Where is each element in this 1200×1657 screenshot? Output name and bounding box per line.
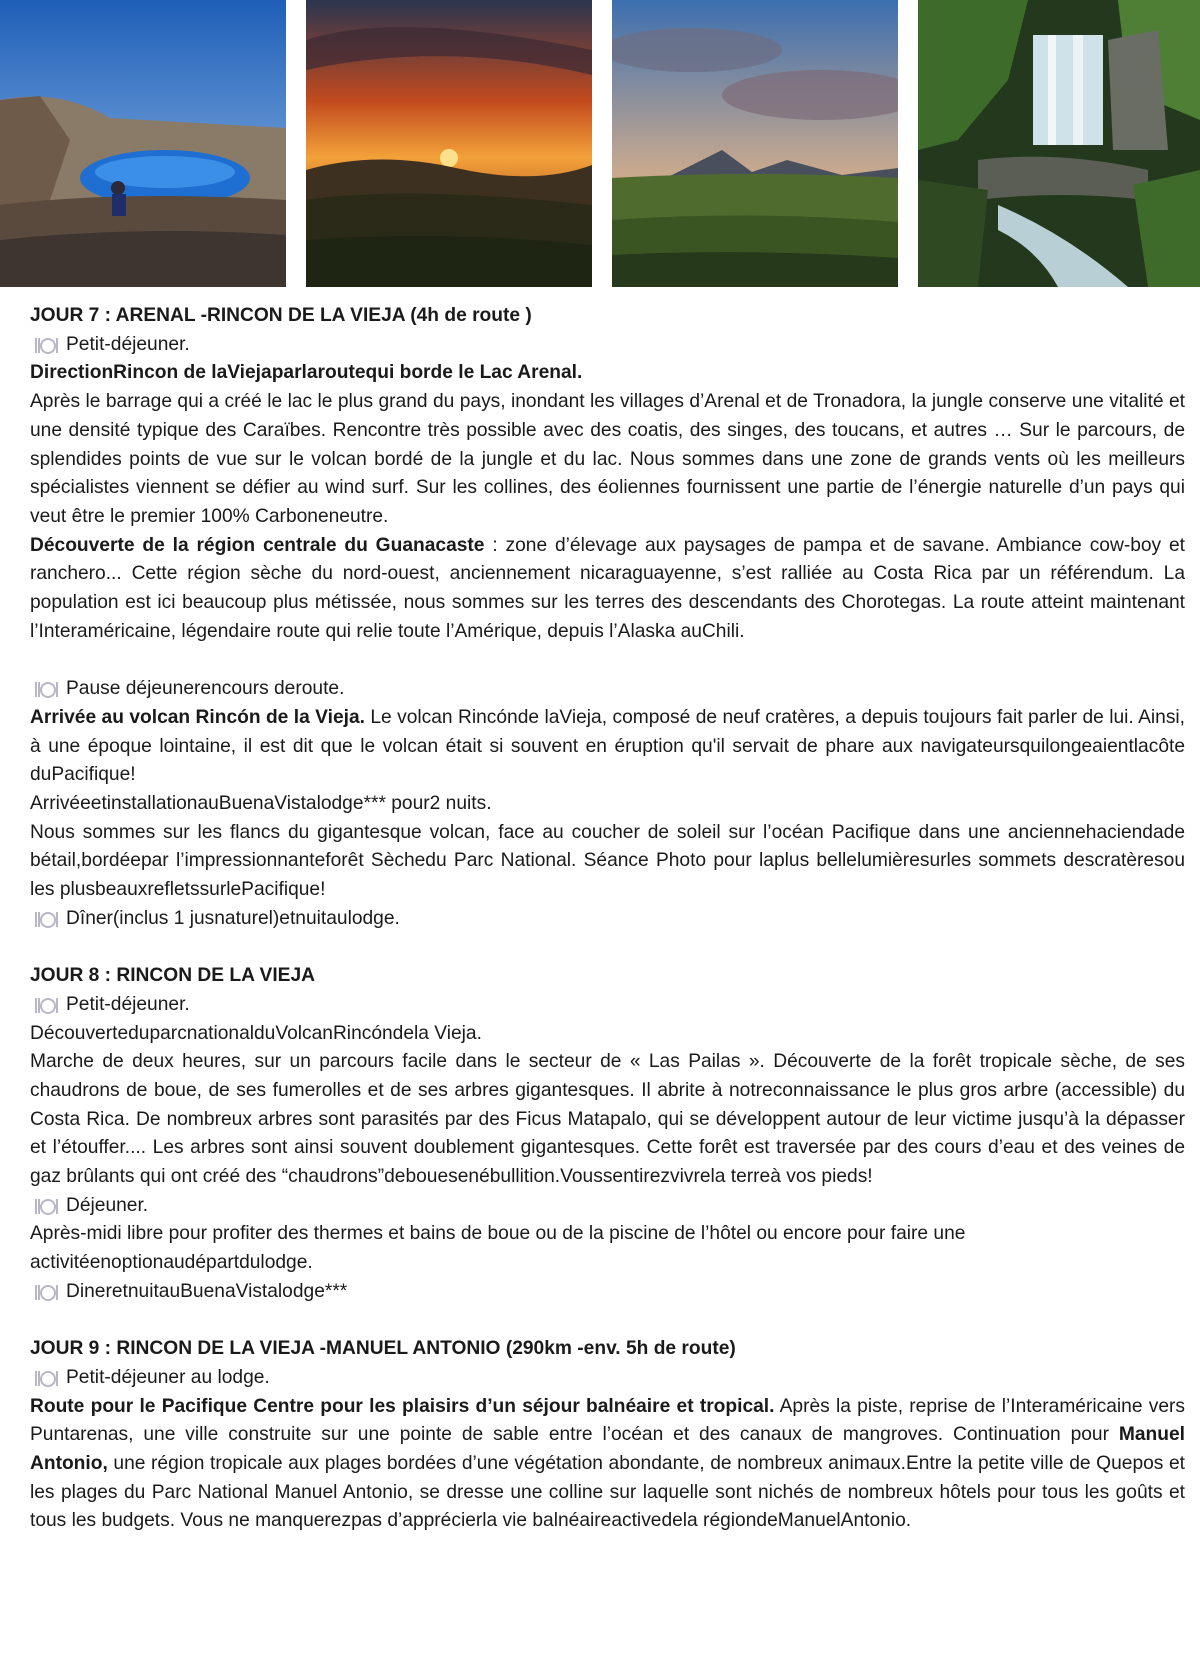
day9-route-text-2: une région tropicale aux plages bordées d’une végétation abondante, de nombreux animaux.Entre la petite ville de Quepos et les plages du Parc National Manuel Antonio, se dresse une colline sur laquelle sont nichés de nombreux hôtels pour tous les goûts et tous les budgets. Vous ne manquerezpas d’apprécierla vie balnéaireactivedela régiondeManuelAntonio. bbox=[30, 1453, 1185, 1532]
day9-route bbox=[30, 1393, 1185, 1537]
sunset-forest-photo bbox=[306, 0, 592, 287]
day9-manuel-antonio: Manuel Antonio, bbox=[30, 1424, 1185, 1475]
plate-utensils-icon bbox=[34, 995, 58, 1015]
meal-text: Petit-déjeuner. bbox=[66, 993, 190, 1015]
meal-text: DineretnuitauBuenaVistalodge*** bbox=[66, 1280, 348, 1302]
meal-text: Petit-déjeuner au lodge. bbox=[66, 1366, 270, 1388]
plate-utensils-icon bbox=[34, 909, 58, 929]
day7-arrival-text: Le volcan Rincónde laVieja, composé de neuf cratères, a depuis toujours fait parler de lui. Ainsi, à une époque lointaine, il est dit que le volcan était si souvent en éruption qu'il servait de phare aux navigateursquilongeaientlacôte duPacifique! bbox=[30, 706, 1186, 786]
meal-text: Petit-déjeuner. bbox=[66, 333, 190, 355]
crater-lake-photo bbox=[0, 0, 286, 287]
day9-route-heading: Route pour le Pacifique Centre pour les plaisirs d’un séjour balnéaire et tropical. bbox=[30, 1395, 775, 1417]
day9-route-text-1: Après la piste, reprise de l’Interaméricaine vers Puntarenas, une ville construite sur une pointe de sable entre l’océan et des canaux de mangroves. Continuation pour bbox=[30, 1395, 1185, 1446]
day7-install: ArrivéeetinstallationauBuenaVistalodge*** pour2 nuits. bbox=[30, 792, 492, 814]
day7-paragraph-2 bbox=[30, 532, 1185, 647]
day9-breakfast bbox=[30, 1364, 1185, 1393]
day7-arrival bbox=[30, 704, 1185, 790]
day7-dinner bbox=[30, 905, 1185, 934]
meal-text: Pause déjeunerencours deroute. bbox=[66, 678, 345, 700]
day7-lunch bbox=[30, 675, 1185, 704]
itinerary-content bbox=[30, 302, 1185, 1536]
plate-utensils-icon bbox=[34, 679, 58, 699]
volcano-plain-photo bbox=[612, 0, 898, 287]
photo-strip bbox=[0, 0, 1200, 287]
plate-utensils-icon bbox=[34, 1282, 58, 1302]
day9-title: JOUR 9 : RINCON DE LA VIEJA -MANUEL ANTONIO (290km -env. 5h de route) bbox=[30, 1338, 736, 1360]
day8-dinner bbox=[30, 1278, 1185, 1307]
day7-arrival-heading: Arrivée au volcan Rincón de la Vieja. bbox=[30, 706, 365, 728]
day8-paragraph-1: Marche de deux heures, sur un parcours facile dans le secteur de « Las Pailas ». Découverte de la forêt tropicale sèche, de ses chaudrons de boue, de ses fumerolles et de ses arbres gigantesques. Il abrite à notreconnaissance le plus gros arbre (accessible) du Costa Rica. De nombreux arbres sont parasités par des Ficus Matapalo, qui se développent autour de leur victime jusqu’à la dépasser et l’étouffer.... Les arbres sont ainsi souvent doublement gigantesques. Cette forêt est traversée par des cours d’eau et des veines de gaz brûlants qui ont créé des “chaudrons”debouesenébullition.Voussentirezvivrela terreà vos pieds! bbox=[30, 1051, 1185, 1188]
meal-text: Déjeuner. bbox=[66, 1194, 149, 1216]
plate-utensils-icon bbox=[34, 1196, 58, 1216]
day7-direction: DirectionRincon de laViejaparlaroutequi borde le Lac Arenal. bbox=[30, 362, 583, 384]
day7-guanacaste-text: : zone d’élevage aux paysages de pampa et de savane. Ambiance cow-boy et ranchero... Cette région sèche du nord-ouest, anciennement nicaraguayenne, s’est ralliée au Costa Rica par un référendum. La population est ici beaucoup plus métissée, nous sommes sur les terres des descendants des Chorotegas. La route atteint maintenant l’Interaméricaine, légendaire route qui relie toute l’Amérique, depuis l’Alaska auChili. bbox=[30, 534, 1186, 642]
day8-title: JOUR 8 : RINCON DE LA VIEJA bbox=[30, 965, 316, 987]
day7-paragraph-1: Après le barrage qui a créé le lac le plus grand du pays, inondant les villages d’Arenal et de Tronadora, la jungle conserve une vitalité et une densité typique des Caraïbes. Rencontre très possible avec des coatis, des singes, des toucans, et autres … Sur le parcours, de splendides points de vue sur le volcan bordé de la jungle et du lac. Nous sommes dans une zone de grands vents où les meilleurs spécialistes viennent se défier au wind surf. Sur les collines, des éoliennes fournissent une partie de l’énergie naturelle d’un pays qui veut être le premier 100% Carboneneutre. bbox=[30, 391, 1185, 527]
waterfall-photo bbox=[918, 0, 1200, 287]
day7-paragraph-3: Nous sommes sur les flancs du gigantesque volcan, face au coucher de soleil sur l’océan Pacifique dans une anciennehaciendade bétail,bordéepar l’impressionnanteforêt Sèchedu Parc National. Séance Photo pour laplus bellelumièresurles sommets descratèresou les plusbeauxrefletssurlePacifique! bbox=[30, 821, 1185, 901]
meal-text: Dîner(inclus 1 jusnaturel)etnuitaulodge. bbox=[66, 907, 400, 929]
day8-lunch bbox=[30, 1192, 1185, 1221]
day8-breakfast bbox=[30, 991, 1185, 1020]
day7-breakfast bbox=[30, 331, 1185, 360]
plate-utensils-icon bbox=[34, 1368, 58, 1388]
day8-afternoon: Après-midi libre pour profiter des thermes et bains de boue ou de la piscine de l’hôtel ou encore pour faire une activitéenoptionaudépartdulodge. bbox=[30, 1223, 966, 1274]
day7-title: JOUR 7 : ARENAL -RINCON DE LA VIEJA (4h de route ) bbox=[30, 305, 532, 326]
plate-utensils-icon bbox=[34, 335, 58, 355]
day7-guanacaste-heading: Découverte de la région centrale du Guanacaste bbox=[30, 534, 485, 556]
day8-discovery: DécouverteduparcnationalduVolcanRincóndela Vieja. bbox=[30, 1022, 482, 1044]
